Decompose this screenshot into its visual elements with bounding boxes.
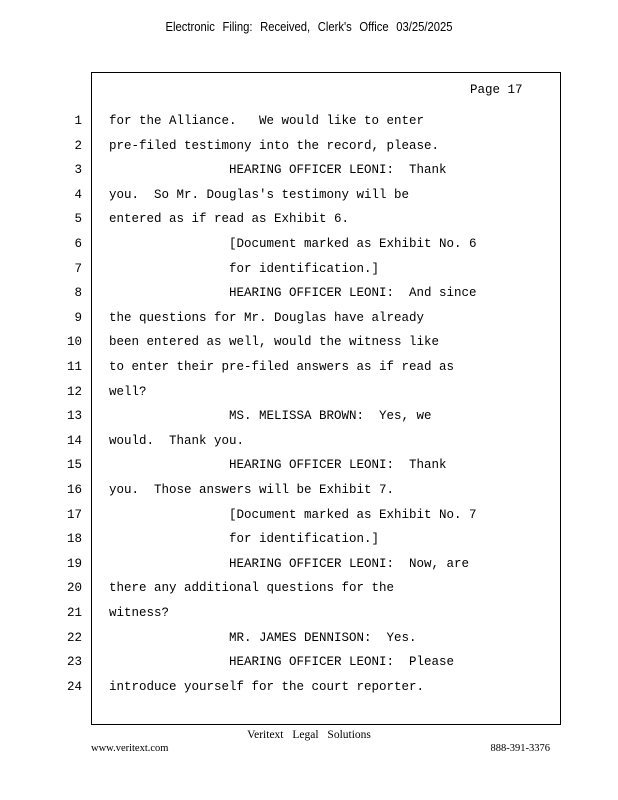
- line-number: 11: [66, 360, 82, 374]
- line-text: the questions for Mr. Douglas have already: [109, 310, 425, 325]
- transcript-line: [0, 209, 618, 229]
- transcript-line: [0, 431, 618, 451]
- line-number: 13: [66, 409, 82, 424]
- line-text: pre-filed testimony into the record, please.: [109, 138, 440, 153]
- line-number: 22: [66, 630, 82, 645]
- line-text: to enter their pre-filed answers as if read as: [109, 360, 455, 374]
- line-text: for the Alliance. We would like to enter: [109, 114, 425, 128]
- line-number: 15: [66, 458, 82, 473]
- line-number: 8: [74, 286, 82, 301]
- line-number: 19: [66, 556, 82, 571]
- transcript-line: [0, 332, 618, 352]
- line-text: HEARING OFFICER LEONI: Please: [109, 655, 455, 670]
- line-number: 10: [66, 335, 82, 350]
- line-text: MR. JAMES DENNISON: Yes.: [109, 630, 417, 645]
- transcript-line: [0, 185, 618, 205]
- line-number: 5: [74, 212, 82, 227]
- line-number: 1: [74, 114, 82, 128]
- line-text: for identification.]: [109, 261, 380, 276]
- transcript-line: [0, 136, 618, 156]
- line-number: 6: [74, 237, 82, 251]
- transcript-line: [0, 234, 618, 254]
- line-text: well?: [109, 384, 147, 399]
- page-number: Page 17: [470, 83, 523, 97]
- transcript-line: [0, 554, 618, 574]
- line-text: MS. MELISSA BROWN: Yes, we: [109, 409, 432, 424]
- transcript-line: [0, 259, 618, 279]
- line-number: 24: [66, 679, 82, 694]
- line-text: witness?: [109, 606, 170, 620]
- line-text: HEARING OFFICER LEONI: Now, are: [109, 556, 470, 571]
- line-number: 23: [66, 655, 82, 670]
- line-number: 9: [74, 310, 82, 325]
- transcript-line: [0, 111, 618, 131]
- line-number: 20: [66, 581, 82, 596]
- transcript-line: [0, 505, 618, 525]
- line-text: for identification.]: [109, 532, 380, 547]
- transcript-line: [0, 406, 618, 426]
- transcript-line: [0, 578, 618, 598]
- line-number: 17: [66, 507, 82, 522]
- line-number: 14: [66, 433, 82, 448]
- transcript-line: [0, 283, 618, 303]
- line-text: entered as if read as Exhibit 6.: [109, 212, 350, 227]
- line-text: [Document marked as Exhibit No. 6: [109, 237, 477, 251]
- line-text: [Document marked as Exhibit No. 7: [109, 507, 477, 522]
- line-text: you. Those answers will be Exhibit 7.: [109, 483, 395, 497]
- line-number: 21: [66, 606, 82, 620]
- line-number: 12: [66, 384, 82, 399]
- transcript-line: [0, 652, 618, 672]
- filing-stamp: Electronic Filing: Received, Clerk's Office 03/25/2025: [165, 20, 453, 34]
- footer-phone: 888-391-3376: [490, 743, 550, 754]
- line-text: HEARING OFFICER LEONI: And since: [109, 286, 477, 301]
- line-text: you. So Mr. Douglas's testimony will be: [109, 187, 410, 202]
- transcript-line: [0, 382, 618, 402]
- line-text: been entered as well, would the witness like: [109, 335, 440, 350]
- line-text: there any additional questions for the: [109, 581, 395, 596]
- transcript-line: [0, 455, 618, 475]
- transcript-line: [0, 628, 618, 648]
- transcript-line: [0, 357, 618, 377]
- transcript-line: [0, 308, 618, 328]
- line-text: HEARING OFFICER LEONI: Thank: [109, 163, 447, 178]
- transcript-line: [0, 677, 618, 697]
- line-text: would. Thank you.: [109, 433, 245, 448]
- line-number: 4: [74, 187, 82, 202]
- line-text: HEARING OFFICER LEONI: Thank: [109, 458, 447, 473]
- transcript-line: [0, 160, 618, 180]
- line-number: 3: [74, 163, 82, 178]
- line-number: 18: [66, 532, 82, 547]
- line-text: introduce yourself for the court reporter.: [109, 679, 425, 694]
- line-number: 7: [74, 261, 82, 276]
- transcript-line: [0, 529, 618, 549]
- line-number: 2: [74, 138, 82, 153]
- transcript-line: [0, 603, 618, 623]
- line-number: 16: [66, 483, 82, 497]
- footer-website: www.veritext.com: [91, 743, 169, 754]
- footer-company: Veritext Legal Solutions: [247, 729, 371, 741]
- transcript-line: [0, 480, 618, 500]
